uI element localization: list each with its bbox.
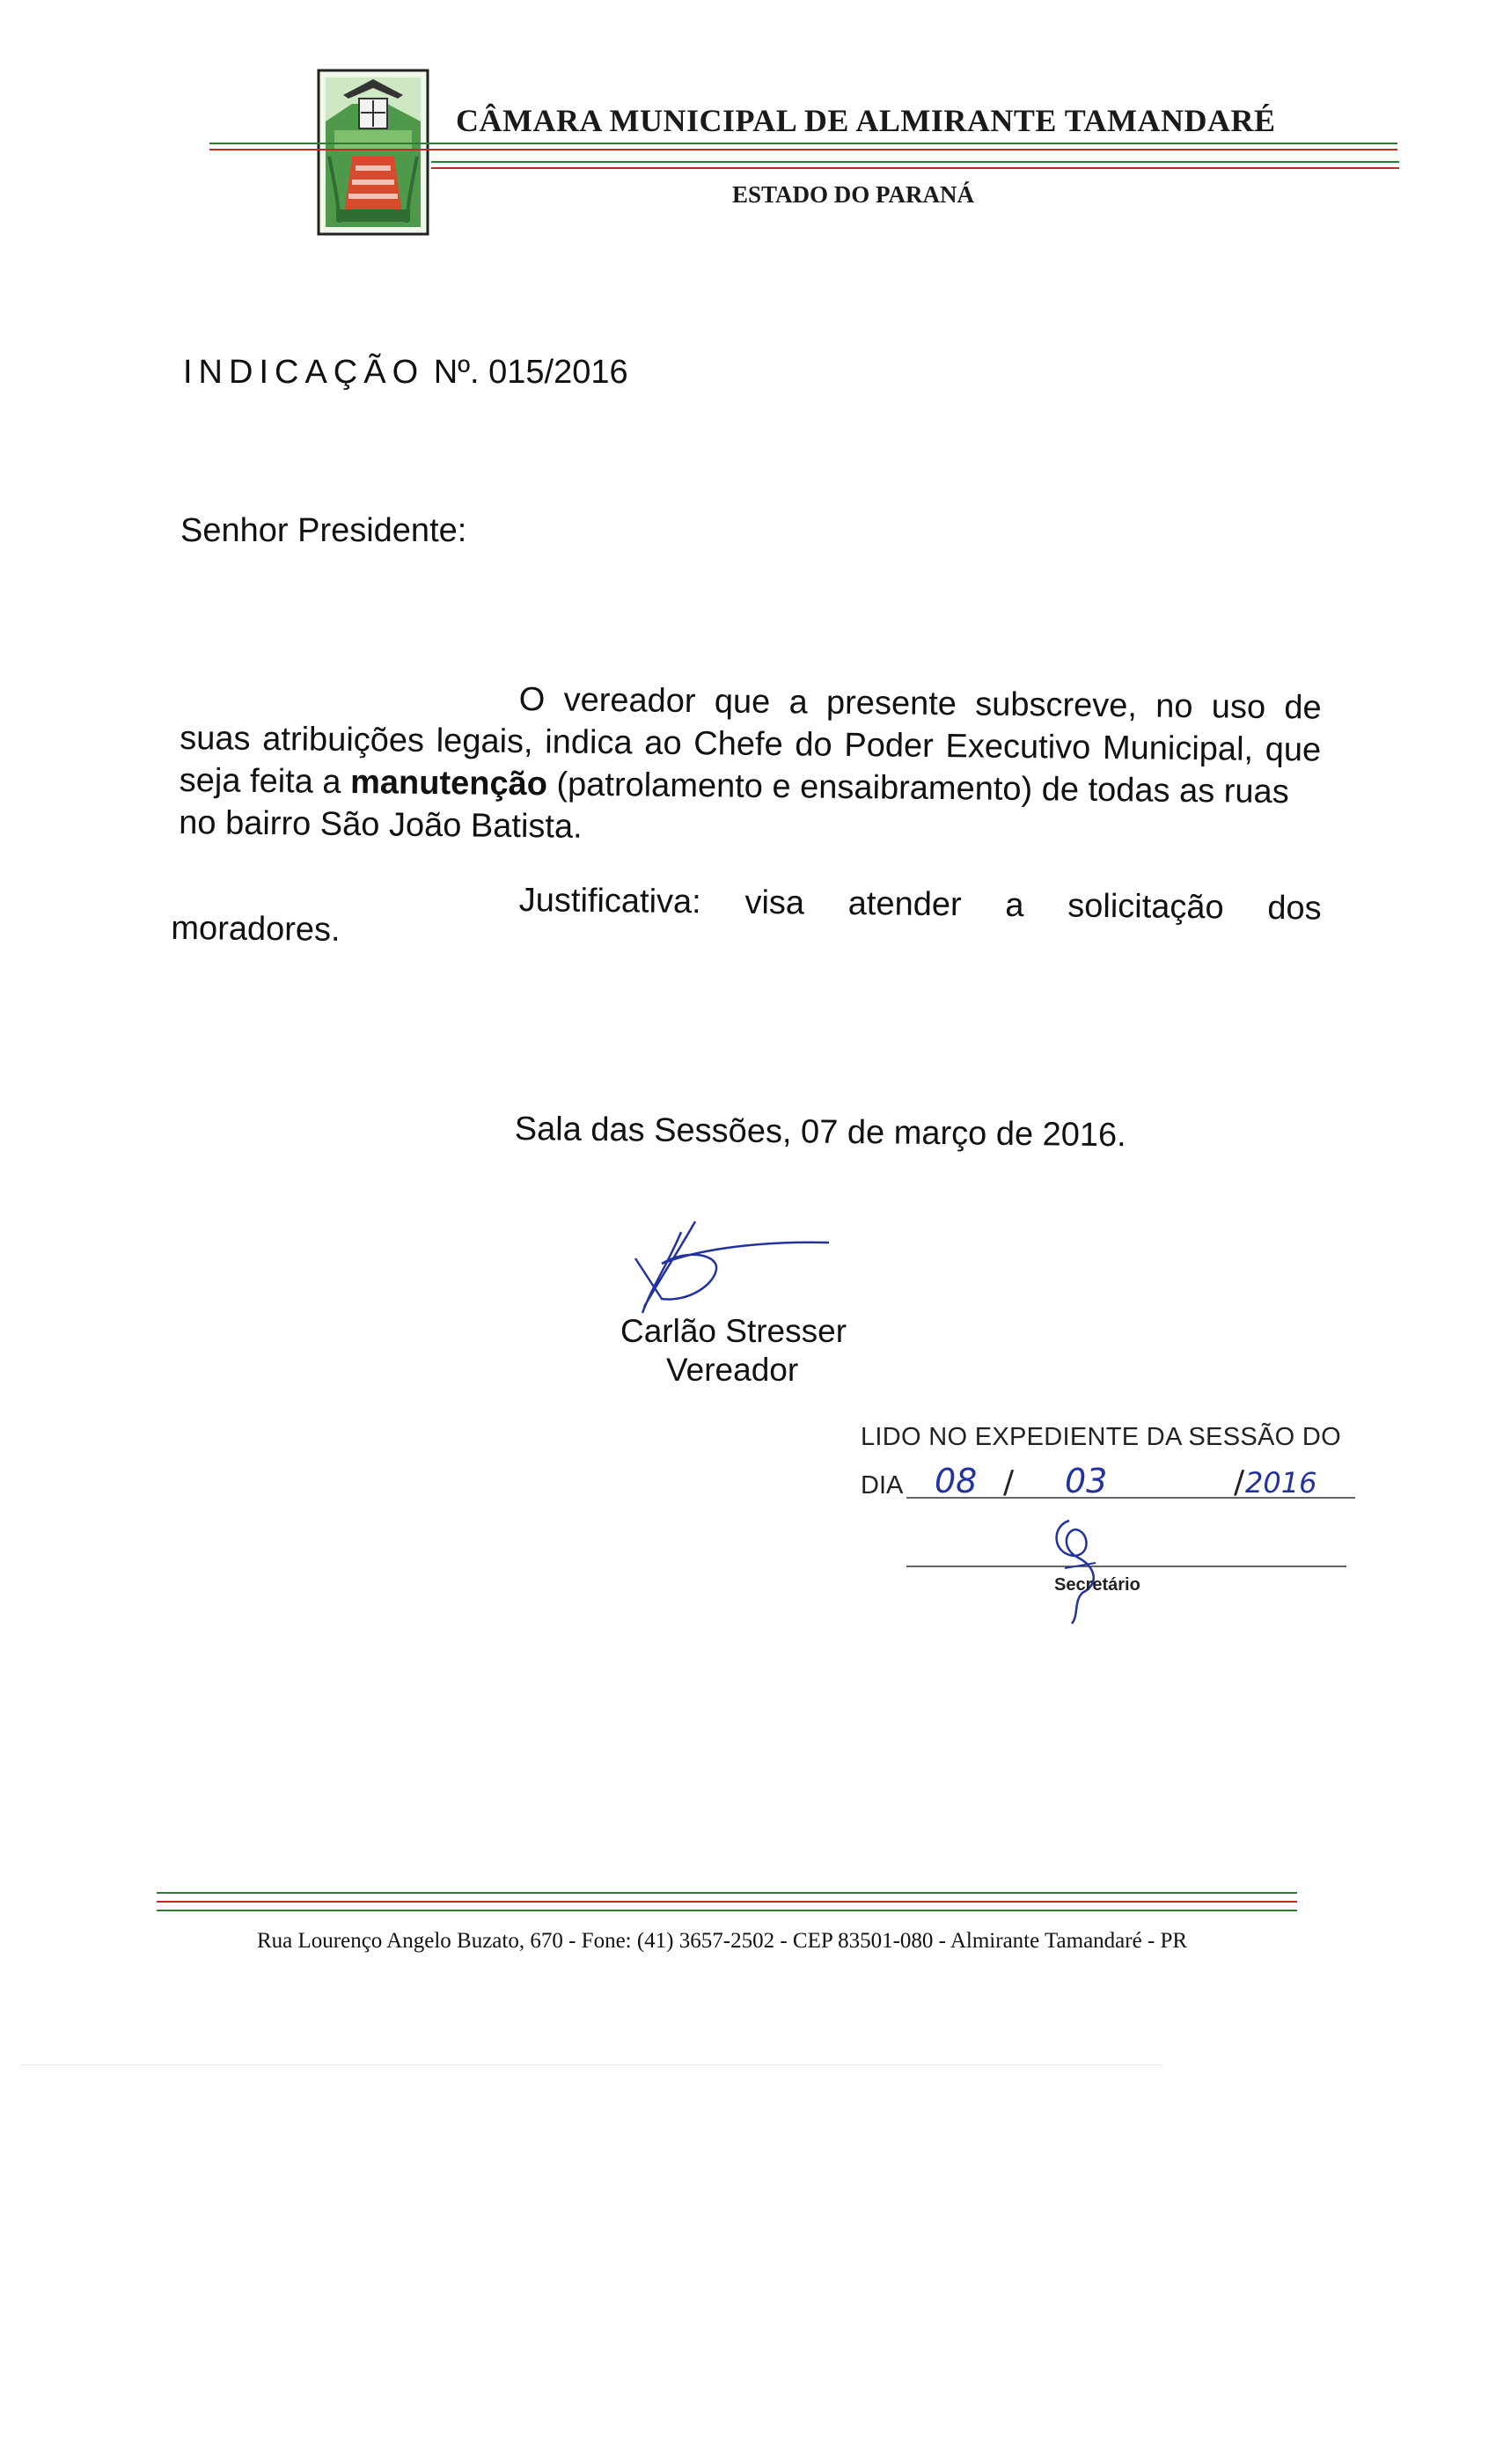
signatory-role: Vereador: [666, 1352, 799, 1388]
paragraph-word: subscreve,: [974, 686, 1138, 725]
reading-stamp-day-label: DIA: [861, 1471, 904, 1500]
paragraph-word: uso: [1211, 688, 1266, 726]
header-divider-red: [209, 149, 1397, 150]
document-number-value: Nº. 015/2016: [433, 354, 628, 391]
paragraph-text: (patrolamento e ensaibramento) de todas as ruas: [546, 766, 1289, 811]
place-date: [515, 1111, 1126, 1155]
paragraph-word: solicitação: [1067, 887, 1224, 927]
stamp-year: 2016: [1245, 1466, 1317, 1500]
paragraph-word: visa: [744, 884, 805, 922]
header-divider-red-lower: [431, 167, 1399, 169]
paragraph-word: indica: [545, 723, 633, 762]
paragraph-word: presente: [825, 684, 957, 723]
paragraph-line: [179, 804, 583, 847]
stamp-month: 03: [1065, 1462, 1108, 1500]
paragraph-word: de: [1284, 689, 1322, 727]
document-number: [183, 354, 628, 392]
header-title: CÂMARA MUNICIPAL DE ALMIRANTE TAMANDARÉ: [456, 103, 1276, 138]
justification-continuation: [171, 910, 341, 950]
place-date-text: Sala das Sessões, 07 de março de 2016.: [514, 1111, 1126, 1155]
date-separator: /: [1234, 1464, 1245, 1500]
paragraph-text: seja feita a: [179, 761, 351, 802]
paragraph-word: O: [518, 681, 546, 719]
emphasized-term: manutenção: [349, 764, 548, 803]
secretary-initials-icon: [1057, 1521, 1094, 1624]
signatory-name: Carlão Stresser: [620, 1313, 847, 1349]
paragraph-word: Poder: [844, 726, 935, 765]
paragraph-word: a: [1005, 886, 1024, 925]
stamp-day: 08: [935, 1462, 978, 1500]
paragraph-word: do: [795, 726, 832, 764]
document-type-label: INDICAÇÃO: [183, 354, 425, 391]
secretary-label: Secretário: [1054, 1575, 1140, 1595]
header-divider-green-lower: [431, 161, 1399, 163]
reading-stamp-fields: [906, 1452, 1382, 1628]
scan-edge-line: [19, 2064, 1163, 2065]
paragraph-text: moradores.: [171, 909, 341, 949]
reading-stamp-title: LIDO NO EXPEDIENTE DA SESSÃO DO: [861, 1423, 1341, 1451]
paragraph-word: Justificativa:: [518, 882, 701, 921]
paragraph-word: dos: [1267, 889, 1322, 928]
footer-divider-green: [157, 1892, 1297, 1894]
paragraph-word: vereador: [563, 681, 696, 721]
paragraph-word: Chefe: [693, 725, 783, 764]
date-separator: /: [1003, 1464, 1015, 1500]
justification-paragraph: [171, 878, 1324, 949]
paragraph-text: no bairro São João Batista.: [179, 803, 583, 846]
paragraph-line: [180, 720, 1321, 770]
paragraph-line: [519, 681, 1322, 728]
paragraph-word: ao: [644, 724, 682, 762]
footer-address: Rua Lourenço Angelo Buzato, 670 - Fone: (41) 3657-2502 - CEP 83501-080 - Almirante Tamandaré - PR: [257, 1929, 1188, 1953]
paragraph-word: suas: [180, 719, 251, 758]
paragraph-word: a: [788, 684, 808, 722]
handwritten-signature-icon: [627, 1214, 847, 1320]
main-paragraph: [179, 678, 1324, 846]
paragraph-word: que: [1265, 730, 1322, 769]
footer-divider-red: [157, 1901, 1297, 1903]
justification-line: [519, 882, 1322, 928]
place-date-block: [514, 1111, 1184, 1155]
paragraph-word: Municipal,: [1102, 729, 1254, 768]
header-subtitle: ESTADO DO PARANÁ: [732, 181, 975, 208]
paragraph-word: legais,: [436, 722, 533, 761]
paragraph-word: no: [1155, 687, 1193, 726]
paragraph-word: atender: [847, 884, 962, 924]
municipal-coat-of-arms-icon: [317, 69, 429, 236]
paragraph-word: Executivo: [945, 728, 1091, 766]
salutation: Senhor Presidente:: [180, 512, 467, 549]
paragraph-line: [180, 762, 1289, 811]
header-divider-green: [209, 143, 1397, 144]
paragraph-word: que: [714, 683, 771, 722]
paragraph-word: atribuições: [262, 720, 425, 759]
footer-divider-green-lower: [157, 1910, 1297, 1911]
